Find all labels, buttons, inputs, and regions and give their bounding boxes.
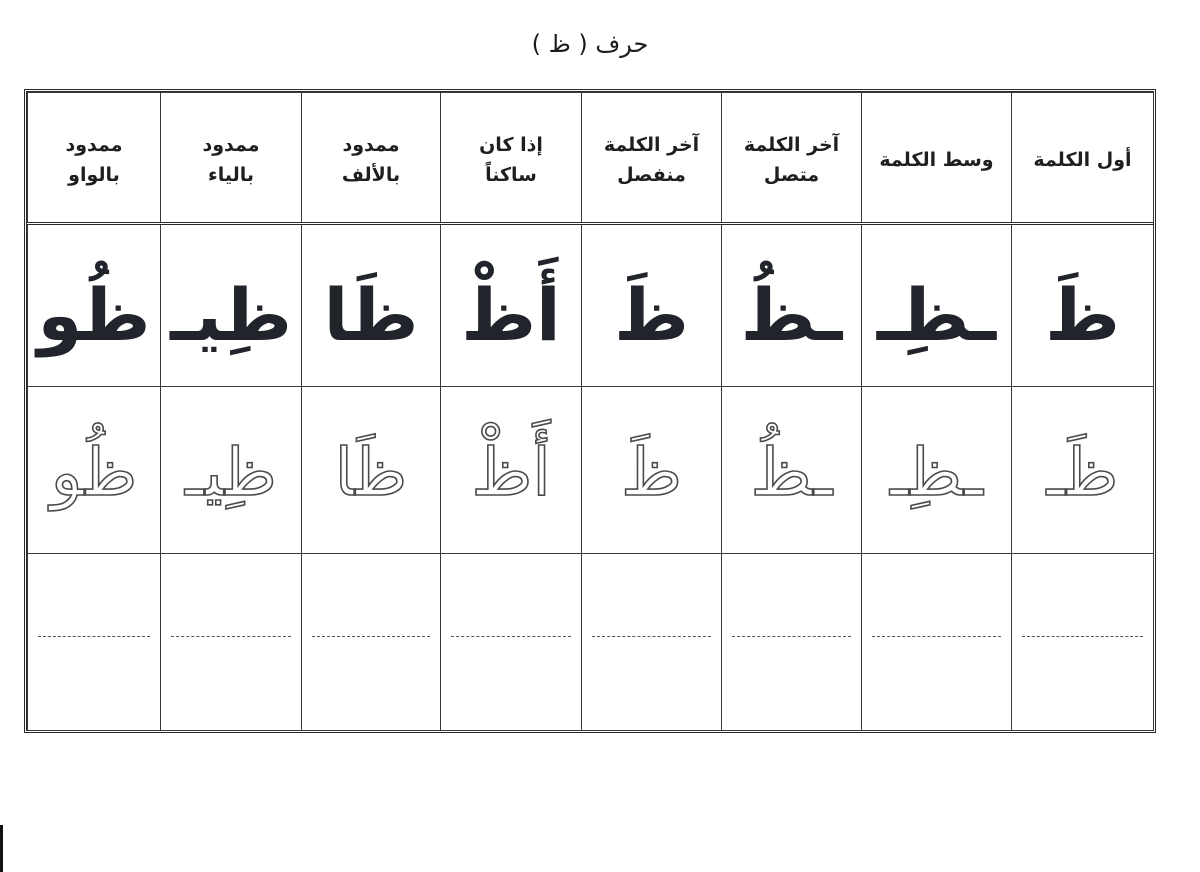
letter-glyph: ظَ — [1045, 272, 1120, 357]
practice-cell[interactable] — [722, 554, 862, 731]
letter-glyph: أَظْ — [461, 272, 561, 357]
letter-glyph: ـظُ — [740, 272, 843, 357]
practice-cell[interactable] — [582, 554, 722, 731]
letter-cell — [441, 224, 582, 387]
header-label-word-end-separate: آخر الكلمة منفصل — [603, 134, 700, 186]
header-cell — [582, 93, 722, 224]
header-cell — [862, 93, 1012, 224]
scan-edge-mark — [0, 825, 3, 872]
header-label-word-end-connected: آخر الكلمة متصل — [743, 134, 840, 186]
letter-glyph: ظِيـ — [170, 272, 292, 357]
header-cell — [302, 93, 441, 224]
header-label-word-start: أول الكلمة — [1033, 148, 1132, 171]
letter-glyph: ظَ — [614, 272, 689, 357]
dotted-trace-glyph: ظَا — [334, 434, 408, 511]
letter-glyph: ـظِـ — [876, 272, 997, 357]
header-label-ya-extension: ممدود بالياء — [202, 134, 260, 186]
trace-cell — [441, 387, 582, 554]
dotted-trace-glyph: ظُو — [50, 434, 138, 511]
header-cell — [1012, 93, 1154, 224]
practice-row — [28, 554, 1154, 731]
letter-worksheet-table — [24, 89, 1156, 733]
letter-cell — [722, 224, 862, 387]
trace-cell — [722, 387, 862, 554]
letter-glyph: ظُو — [37, 272, 151, 357]
dashed-writing-line — [451, 636, 571, 637]
trace-cell — [302, 387, 441, 554]
dotted-trace-glyph: ـظِـ — [890, 434, 983, 511]
dashed-writing-line — [312, 636, 430, 637]
page-title: حرف ( ظ ) — [531, 30, 649, 58]
letter-row — [28, 224, 1154, 387]
header-cell — [722, 93, 862, 224]
dashed-writing-line — [171, 636, 291, 637]
practice-cell[interactable] — [28, 554, 161, 731]
dotted-trace-glyph: ـظُ — [750, 434, 833, 511]
letter-cell — [862, 224, 1012, 387]
practice-cell[interactable] — [302, 554, 441, 731]
practice-cell[interactable] — [1012, 554, 1154, 731]
dotted-trace-glyph: ظَ — [620, 434, 683, 511]
letter-cell — [1012, 224, 1154, 387]
header-label-word-middle: وسط الكلمة — [879, 148, 994, 171]
practice-cell[interactable] — [441, 554, 582, 731]
dashed-writing-line — [38, 636, 150, 637]
dotted-trace-glyph: ظَـ — [1046, 434, 1119, 511]
trace-cell — [161, 387, 302, 554]
letter-glyph: ظَا — [323, 272, 419, 357]
header-cell — [161, 93, 302, 224]
letter-cell — [28, 224, 161, 387]
header-label-sukun: إذا كان ساكناً — [479, 134, 543, 186]
practice-cell[interactable] — [862, 554, 1012, 731]
practice-cell[interactable] — [161, 554, 302, 731]
trace-cell — [582, 387, 722, 554]
dotted-trace-glyph: ظِيـ — [185, 434, 277, 511]
trace-row — [28, 387, 1154, 554]
trace-cell — [1012, 387, 1154, 554]
dotted-trace-glyph: أَظْ — [471, 434, 551, 511]
dashed-writing-line — [732, 636, 851, 637]
trace-cell — [862, 387, 1012, 554]
letter-cell — [161, 224, 302, 387]
letter-cell — [582, 224, 722, 387]
header-label-alif-extension: ممدود بالألف — [341, 134, 401, 186]
dashed-writing-line — [592, 636, 711, 637]
header-label-waw-extension: ممدود بالواو — [65, 134, 123, 186]
letter-cell — [302, 224, 441, 387]
header-cell — [441, 93, 582, 224]
trace-cell — [28, 387, 161, 554]
header-cell — [28, 93, 161, 224]
dashed-writing-line — [872, 636, 1001, 637]
dashed-writing-line — [1022, 636, 1143, 637]
header-row — [28, 93, 1154, 224]
